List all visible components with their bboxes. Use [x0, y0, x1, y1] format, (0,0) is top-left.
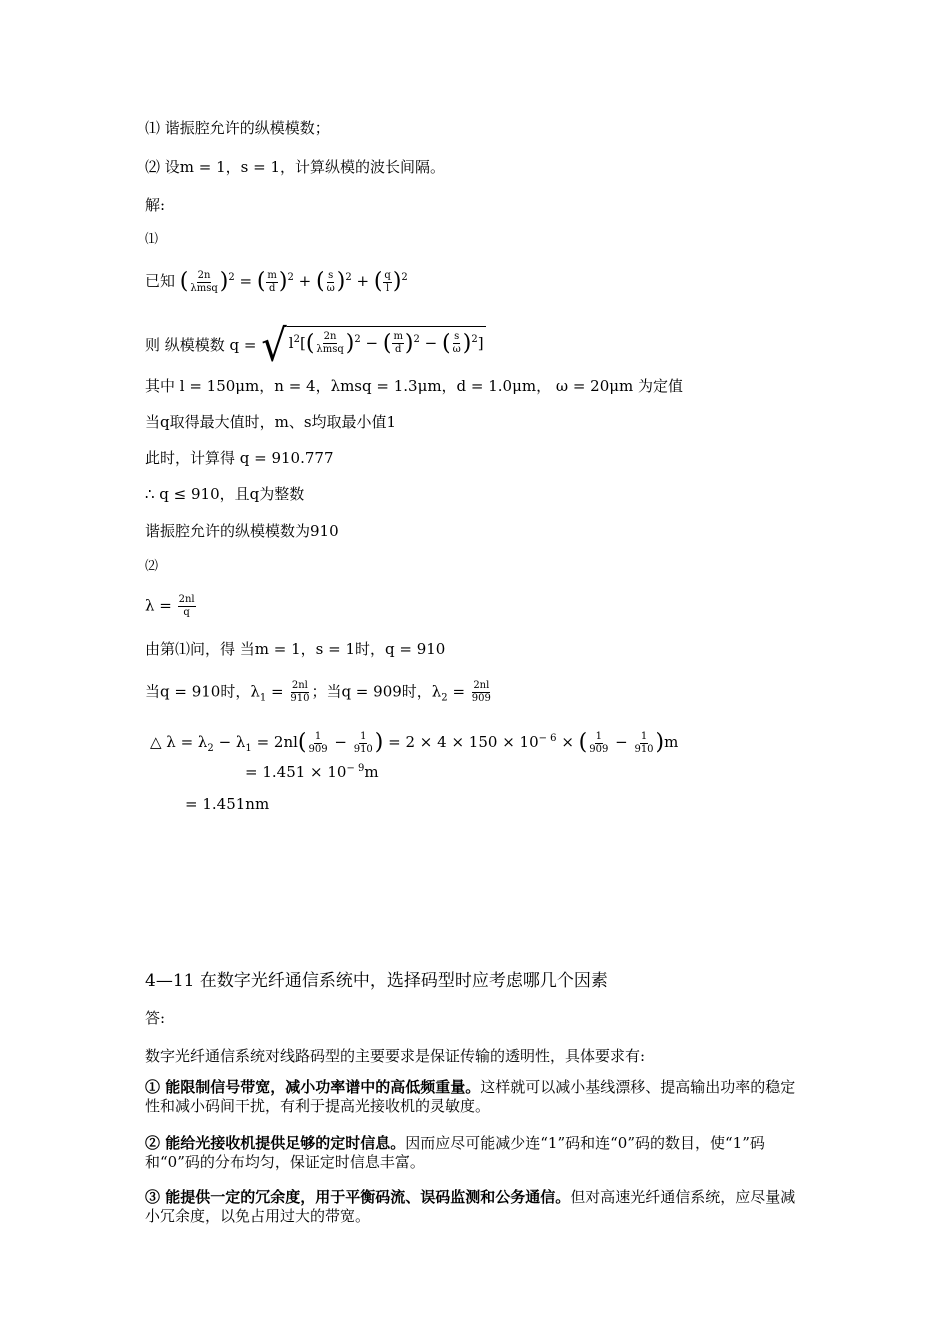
delta-lambda-formula: △ $\lambda = \lambda_2 - \lambda_1 = 2nl$( $\frac{1}{909}$ − $\frac{1}{910}$ ) = $2 \times 4 \times 150 \times 10^{- 6}$ × ( $\frac{1}{909}$ − $\frac{1}{910}$ )m: [150, 730, 679, 755]
question-1: ⑴ 谐振腔允许的纵模模数；: [145, 119, 330, 137]
wavelength-cases-line: 当q = 910时，$\lambda_1$ = $\frac{2nl}{910}$ ；当q = 909时，$\lambda_2$ = $\frac{2nl}{909}$: [145, 680, 491, 704]
fraction-m-d: $\frac{m}{d}$: [267, 269, 277, 294]
fraction-s-omega: $\frac{s}{\omega}$: [326, 269, 335, 294]
given-formula: 已知 ( $\frac{2n}{\text{λmsq}}$ )$^2$ = ( $\frac{m}{d}$ )$^2$ + ( $\frac{s}{\omega}$ )$^2$ + ( $\frac{q}{l}$ )$^2$: [145, 269, 408, 294]
fraction-2nl-q: $\frac{2nl}{q}$: [178, 594, 195, 618]
max-condition-line: 当q取得最大值时，m、s均取最小值1: [145, 413, 397, 431]
from-part-1-line: 由第⑴问，得 当m = 1，s = 1时，q = 910: [145, 640, 446, 658]
question-2: ⑵ 设m = 1，s = 1，计算纵模的波长间隔。: [145, 158, 445, 176]
fraction-2nl-910: $\frac{2nl}{910}$: [290, 680, 310, 704]
fraction-2n-lambda: $\frac{2n}{\text{λmsq}}$: [190, 269, 218, 294]
answer-intro: 数字光纤通信系统对线路码型的主要要求是保证传输的透明性，具体要求有:: [145, 1047, 646, 1065]
requirement-item-2: ② 能给光接收机提供足够的定时信息。因而应尽可能减少连“1”码和连“0”码的数目，使“1”码和“0”码的分布均匀，保证定时信息丰富。: [145, 1134, 765, 1171]
requirement-item-1: ① 能限制信号带宽，减小功率谱中的高低频重量。这样就可以减小基线漂移、提高输出功率的稳定性和减小码间干扰，有利于提高光接收机的灵敏度。: [145, 1078, 796, 1115]
fraction-2nl-909: $\frac{2nl}{909}$: [471, 680, 491, 704]
fraction-q-l: $\frac{q}{l}$: [384, 269, 391, 294]
lambda-formula: λ = $\frac{2nl}{q}$: [145, 594, 195, 618]
question-4-11-title: 4—11 在数字光纤通信系统中，选择码型时应考虑哪几个因素: [145, 971, 608, 991]
then-label: 则 纵模模数 q =: [145, 336, 257, 354]
mode-number-formula: [145, 320, 486, 372]
known-label: 已知: [145, 272, 176, 290]
answer-label: 答:: [145, 1009, 166, 1027]
parameters-line: 其中 l = 150μm，n = 4，λmsq = 1.3μm，d = 1.0μm， ω = 20μm 为定值: [145, 377, 684, 395]
therefore-line: ∴ q ≤ 910，且q为整数: [145, 485, 305, 503]
sub-2-label: ⑵: [145, 559, 159, 574]
calculation-line: 此时，计算得 q = 910.777: [145, 449, 334, 467]
result-line-2: = 1.451nm: [185, 795, 270, 813]
requirement-item-3: ③ 能提供一定的冗余度，用于平衡码流、误码监测和公务通信。但对高速光纤通信系统，应尽量减小冗余度，以免占用过大的带宽。: [145, 1188, 796, 1225]
result-line-1: = $1.451 \times 10^{- 9}m$: [245, 763, 379, 781]
solution-label: 解:: [145, 196, 166, 214]
sub-1-label: ⑴: [145, 232, 159, 247]
square-root: √ $l^2$[( $\frac{2n}{\text{λmsq}}$ )$^2$ − ( $\frac{m}{d}$ )$^2$ − ( $\frac{s}{\omega}$ )$^2$]: [261, 320, 484, 372]
conclusion-line: 谐振腔允许的纵模模数为910: [145, 522, 339, 540]
